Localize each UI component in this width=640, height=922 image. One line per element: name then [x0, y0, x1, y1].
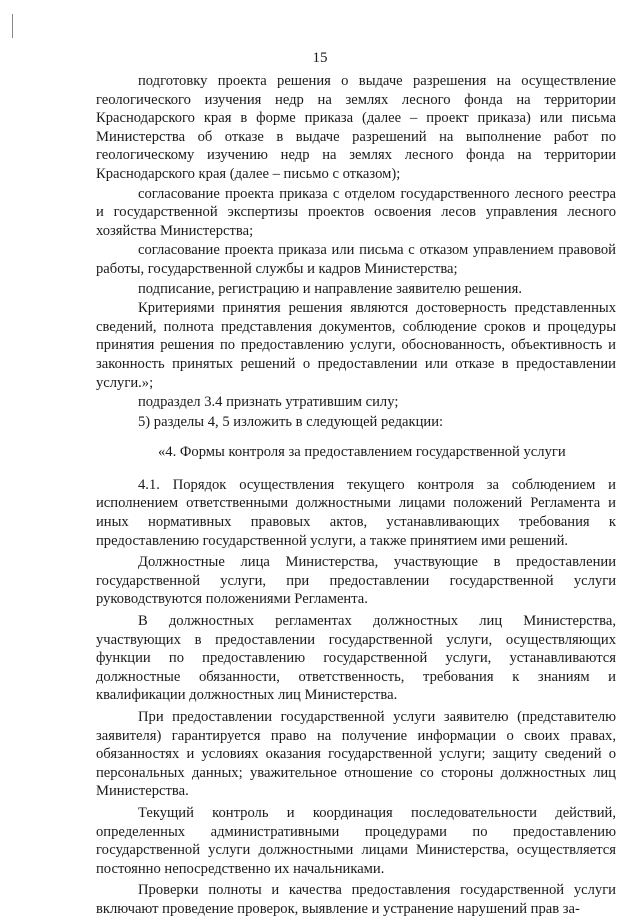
paragraph-applicant-rights: При предоставлении государственной услуги заявителю (представителю заявителя) гарантируется право на получение информации о своих правах, обязанностях и условиях оказания государственной услуги; защиту сведений о персональных данных; уважительное отношение со стороны должностных лиц Министерства.: [96, 709, 616, 800]
paragraph-approve-legal: согласование проекта приказа или письма с отказом управлением правовой работы, государственной службы и кадров Министерства;: [96, 242, 616, 277]
paragraph-inspections: Проверки полноты и качества предоставления государственной услуги включают проведение проверок, выявление и устранение нарушений прав за-: [96, 882, 616, 917]
paragraph-approve-registry: согласование проекта приказа с отделом государственного лесного реестра и государственной экспертизы проектов освоения лесов управления лесного хозяйства Министерства;: [96, 185, 616, 239]
paragraph-control-procedure: 4.1. Порядок осуществления текущего контроля за соблюдением и исполнением ответственными должностными лицами положений Регламента и иных нормативных правовых актов, устанавливающих требования к предоставлению государственной услуги, а также принятием ими решений.: [96, 476, 616, 549]
paragraph-sign-register: подписание, регистрацию и направление заявителю решения.: [138, 280, 522, 297]
scan-edge-mark: [12, 14, 13, 38]
paragraph-subsection-void: подраздел 3.4 признать утратившим силу;: [138, 394, 399, 411]
paragraph-prepare-draft: подготовку проекта решения о выдаче разрешения на осуществление геологического изучения недр на землях лесного фонда на территории Краснодарского края в форме приказа (далее – проект приказа) или письма Министерства об отказе в выдаче разрешений на выполнение работ по геологическому изучению недр на землях лесного фонда на территории Краснодарского края (далее – письмо с отказом);: [96, 73, 616, 182]
paragraph-job-regulations: В должностных регламентах должностных лиц Министерства, участвующих в предоставлении государственной услуги, осуществляющих функции по предоставлению государственной услуги, устанавливаются должностные обязанности, ответственность, требования к знаниям и квалификации должностных лиц Министерства.: [96, 613, 616, 704]
paragraph-current-control: Текущий контроль и координация последовательности действий, определенных административными процедурами по предоставлению государственной услуги должностными лицами Министерства, осуществляется постоянно непосредственно их начальниками.: [96, 804, 616, 877]
paragraph-officials-guided: Должностные лица Министерства, участвующие в предоставлении государственной услуги, при предоставлении государственной услуги руководствуются положениями Регламента.: [96, 554, 616, 608]
paragraph-decision-criteria: Критериями принятия решения являются достоверность представленных сведений, полнота представления документов, соблюдение сроков и процедуры принятия решения по предоставлению услуги, обоснованность, объективность и законность принятых решений о предоставлении или отказе в предоставлении услуги.»;: [96, 300, 616, 391]
document-body: [96, 72, 616, 922]
section-heading: «4. Формы контроля за предоставлением государственной услуги: [158, 444, 566, 461]
paragraph-sections-amend: 5) разделы 4, 5 изложить в следующей редакции:: [138, 413, 444, 430]
page-number: 15: [312, 50, 328, 66]
